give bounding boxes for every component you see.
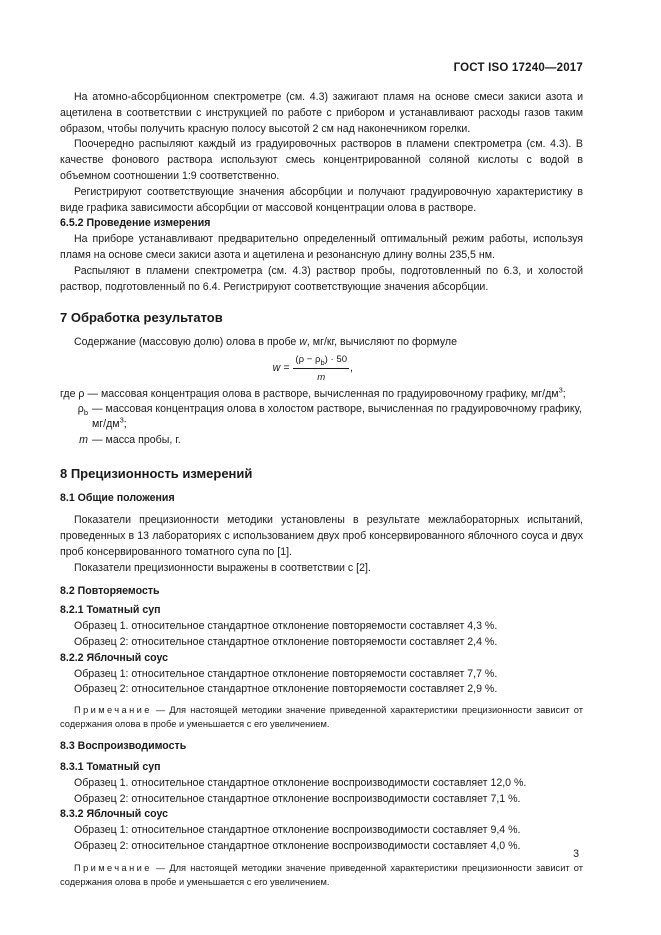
section-8-1-paragraph-1: Показатели прецизионности методики установлены в результате межлабораторных испытаний, проведенных в 13 лабораториях с использованием двух проб консервированного яблочного соуса и двух проб консервированного томатного супа по [1].	[60, 514, 583, 558]
formula-tail: ,	[350, 362, 353, 375]
section-8-3-1-heading: 8.3.1 Томатный суп	[60, 760, 161, 773]
formula-numerator: $(\rho - \rho_b) \cdot 50$	[293, 352, 349, 370]
section-8-3-2-line-2: Образец 2: относительное стандартное отклонение воспроизводимости составляет 4,0 %.	[74, 839, 521, 852]
definition-rho: где ρ — массовая концентрация олова в растворе, вычисленная по градуировочному графику, $мг/дм^3$;	[60, 387, 583, 402]
section-8-1-paragraph-2: Показатели прецизионности выражены в соответствии с [2].	[74, 561, 371, 574]
section-8-2-1-line-2: Образец 2: относительное стандартное отклонение повторяемости составляет 2,4 %.	[74, 635, 498, 648]
formula-denominator: m	[317, 372, 326, 384]
section-8-2-note: Примечание — Для настоящей методики значение приведенной характеристики прецизионности зависит от содержания олова в пробе и уменьшается с его увеличением.	[60, 705, 583, 730]
section-6-5-2-paragraph-1: На приборе устанавливают предварительно определенный оптимальный режим работы, используя пламя на основе смеси закиси азота и ацетилена и резонансную длину волны 235,5 нм.	[60, 233, 583, 261]
page-content	[60, 90, 583, 889]
section-8-2-heading: 8.2 Повторяемость	[60, 584, 160, 597]
page-number: 3	[573, 848, 579, 860]
definition-m: m — масса пробы, г.	[79, 433, 181, 446]
section-8-3-2-line-1: Образец 1: относительное стандартное отклонение воспроизводимости составляет 9,4 %.	[74, 824, 521, 837]
document-code-header: ГОСТ ISO 17240—2017	[453, 62, 583, 74]
section-8-2-1-line-1: Образец 1. относительное стандартное отклонение повторяемости составляет 4,3 %.	[74, 620, 498, 633]
section-6-5-2-paragraph-2: Распыляют в пламени спектрометра (см. 4.3) раствор пробы, подготовленный по 6.3, и холостой раствор, подготовленный по 6.4. Регистрируют соответствующие значения абсорбции.	[60, 264, 583, 293]
section-7-heading: 7 Обработка результатов	[60, 310, 223, 326]
intro-paragraph-1: На атомно-абсорбционном спектрометре (см. 4.3) зажигают пламя на основе смеси закиси азота и ацетилена в соответствии с инструкцией по работе с прибором и устанавливают расходы газов таким образом, чтобы получить красную полосу высотой 2 см над наконечником горелки.	[60, 91, 583, 135]
section-8-3-1-line-2: Образец 2: относительное стандартное отклонение воспроизводимости составляет 7,1 %.	[74, 792, 521, 805]
intro-paragraph-3: Регистрируют соответствующие значения абсорбции и получают градуировочную характеристику в виде графика зависимости абсорбции от массовой концентрации олова в растворе.	[60, 185, 583, 214]
formula-fraction	[293, 352, 349, 387]
section-8-2-2-heading: 8.2.2 Яблочный соус	[60, 651, 168, 664]
intro-paragraph-2: Поочередно распыляют каждый из градуировочных растворов в пламени спектрометра (см. 4.3). В качестве фонового раствора используют смесь концентрированной соляной кислоты с водой в объемном соотношении 1:9 соответственно.	[60, 138, 583, 182]
section-8-2-1-heading: 8.2.1 Томатный суп	[60, 604, 161, 617]
section-8-3-heading: 8.3 Воспроизводимость	[60, 740, 187, 753]
formula-definitions	[60, 387, 583, 448]
definition-rho-b: $\rho_b$ — массовая концентрация олова в холостом растворе, вычисленная по градуировочному графику, $мг/дм^3$;	[77, 403, 582, 431]
formula-lhs: w =	[272, 362, 290, 375]
section-8-3-2-heading: 8.3.2 Яблочный соус	[60, 808, 168, 821]
section-8-heading: 8 Прецизионность измерений	[60, 465, 253, 481]
definition-lead: где ρ	[60, 387, 85, 400]
section-8-1-heading: 8.1 Общие положения	[60, 491, 175, 504]
section-8-3-1-line-1: Образец 1. относительное стандартное отклонение воспроизводимости составляет 12,0 %.	[74, 776, 527, 789]
section-8-2-2-line-1: Образец 1: относительное стандартное отклонение повторяемости составляет 7,7 %.	[74, 667, 498, 680]
section-7-lead: Содержание (массовую долю) олова в пробе w, мг/кг, вычисляют по формуле	[74, 336, 458, 349]
section-8-3-note: Примечание — Для настоящей методики значение приведенной характеристики прецизионности зависит от содержания олова в пробе и уменьшается с его увеличением.	[60, 862, 583, 887]
section-6-5-2-heading: 6.5.2 Проведение измерения	[60, 217, 211, 230]
formula-w	[60, 351, 583, 387]
section-8-2-2-line-2: Образец 2: относительное стандартное отклонение повторяемости составляет 2,9 %.	[74, 683, 498, 696]
